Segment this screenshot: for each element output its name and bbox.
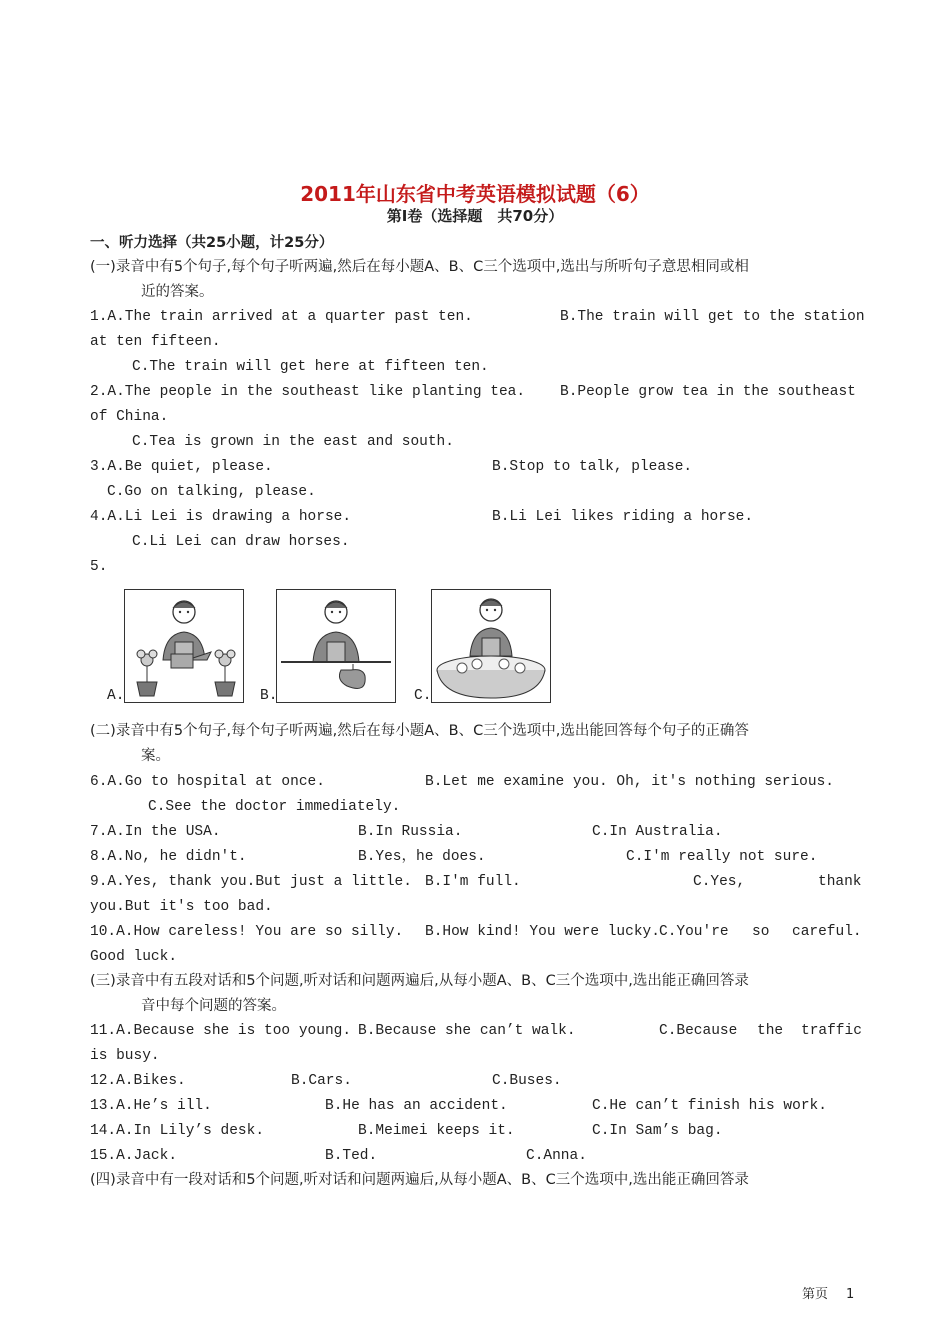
option-6c: C.See the doctor immediately.: [148, 799, 401, 815]
option-2b-cont: of China.: [90, 409, 169, 425]
option-15a: 15.A.Jack.: [90, 1148, 178, 1164]
picture-b-cooking: [276, 589, 396, 703]
option-11c-cont: is busy.: [90, 1048, 160, 1064]
option-11c: C.Because: [659, 1023, 738, 1039]
option-6a: 6.A.Go to hospital at once.: [90, 774, 325, 790]
option-15c: C.Anna.: [526, 1148, 587, 1164]
option-14a: 14.A.In Lily’s desk.: [90, 1123, 265, 1139]
option-9a: 9.A.Yes, thank you.But just a little.: [90, 874, 412, 890]
part-heading: 一、听力选择（共25小题，计25分）: [90, 235, 334, 251]
option-2b: B.People grow tea in the southeast: [560, 384, 856, 400]
option-4c: C.Li Lei can draw horses.: [132, 534, 350, 550]
page-footer: [802, 1283, 872, 1302]
option-10c: C.You're: [659, 924, 729, 940]
option-6b: B.Let me examine you. Oh, it's nothing serious.: [425, 774, 834, 790]
option-13b: B.He has an accident.: [325, 1098, 508, 1114]
option-9b: B.I'm full.: [425, 874, 521, 890]
option-2c: C.Tea is grown in the east and south.: [132, 434, 454, 450]
page-title: 2011年山东省中考英语模拟试题（6）: [300, 182, 650, 206]
section-instruction-cont: 近的答案。: [141, 284, 214, 300]
option-15b: B.Ted.: [325, 1148, 378, 1164]
section-instruction: (二)录音中有5个句子,每个句子听两遍,然后在每小题A、B、C三个选项中,选出能回答每个句子的正确答: [90, 723, 749, 739]
option-10c-cont: Good luck.: [90, 949, 178, 965]
option-4b: B.Li Lei likes riding a horse.: [492, 509, 754, 525]
option-9c: C.Yes,: [693, 874, 746, 890]
section-instruction-cont: 案。: [141, 748, 170, 764]
option-1b-cont: at ten fifteen.: [90, 334, 221, 350]
picture-c-label: C.: [414, 688, 432, 704]
option-14c: C.In Sam’s bag.: [592, 1123, 723, 1139]
option-10c-word2: careful.: [792, 924, 862, 940]
option-10a: 10.A.How careless! You are so silly.: [90, 924, 404, 940]
picture-a-label: A.: [107, 688, 125, 704]
option-11a: 11.A.Because she is too young.: [90, 1023, 352, 1039]
section-instruction-cont: 音中每个问题的答案。: [141, 998, 286, 1014]
option-1b: B.The train will get to the station: [560, 309, 865, 325]
option-10b: B.How kind! You were lucky.: [425, 924, 660, 940]
option-2a: 2.A.The people in the southeast like planting tea.: [90, 384, 526, 400]
option-3b: B.Stop to talk, please.: [492, 459, 693, 475]
option-12b: B.Cars.: [291, 1073, 352, 1089]
picture-b-label: B.: [260, 688, 278, 704]
option-11c-word: the: [757, 1023, 784, 1039]
option-3a: 3.A.Be quiet, please.: [90, 459, 273, 475]
question-5-number: 5.: [90, 559, 108, 575]
option-14b: B.Meimei keeps it.: [358, 1123, 515, 1139]
option-7c: C.In Australia.: [592, 824, 723, 840]
option-1a: 1.A.The train arrived at a quarter past ten.: [90, 309, 473, 325]
picture-c-washing: [431, 589, 551, 703]
option-8a: 8.A.No, he didn't.: [90, 849, 247, 865]
option-8c: C.I'm really not sure.: [626, 849, 818, 865]
option-9c-word: thank: [818, 874, 862, 890]
section-instruction: (三)录音中有五段对话和5个问题,听对话和问题两遍后,从每小题A、B、C三个选项中,选出能正确回答录: [90, 973, 749, 989]
option-9c-cont: you.But it's too bad.: [90, 899, 273, 915]
option-13c: C.He can’t finish his work.: [592, 1098, 827, 1114]
option-4a: 4.A.Li Lei is drawing a horse.: [90, 509, 352, 525]
section-instruction: (四)录音中有一段对话和5个问题,听对话和问题两遍后,从每小题A、B、C三个选项中,选出能正确回答录: [90, 1172, 749, 1188]
footer-label: 第页: [802, 1287, 829, 1302]
picture-a-watering-flowers: [124, 589, 244, 703]
option-7a: 7.A.In the USA.: [90, 824, 221, 840]
page-number: 1: [846, 1287, 855, 1302]
option-12c: C.Buses.: [492, 1073, 562, 1089]
option-8b: B.Yes，he does.: [358, 849, 486, 865]
option-11b: B.Because she can’t walk.: [358, 1023, 576, 1039]
option-10c-word: so: [752, 924, 770, 940]
option-7b: B.In Russia.: [358, 824, 463, 840]
option-13a: 13.A.He’s ill.: [90, 1098, 212, 1114]
option-3c: C.Go on talking, please.: [107, 484, 316, 500]
page-subtitle: 第Ⅰ卷（选择题 共70分）: [386, 207, 564, 225]
option-1c: C.The train will get here at fifteen ten.: [132, 359, 489, 375]
option-11c-word2: traffic: [801, 1023, 862, 1039]
section-instruction: (一)录音中有5个句子,每个句子听两遍,然后在每小题A、B、C三个选项中,选出与所听句子意思相同或相: [90, 259, 749, 275]
option-12a: 12.A.Bikes.: [90, 1073, 186, 1089]
